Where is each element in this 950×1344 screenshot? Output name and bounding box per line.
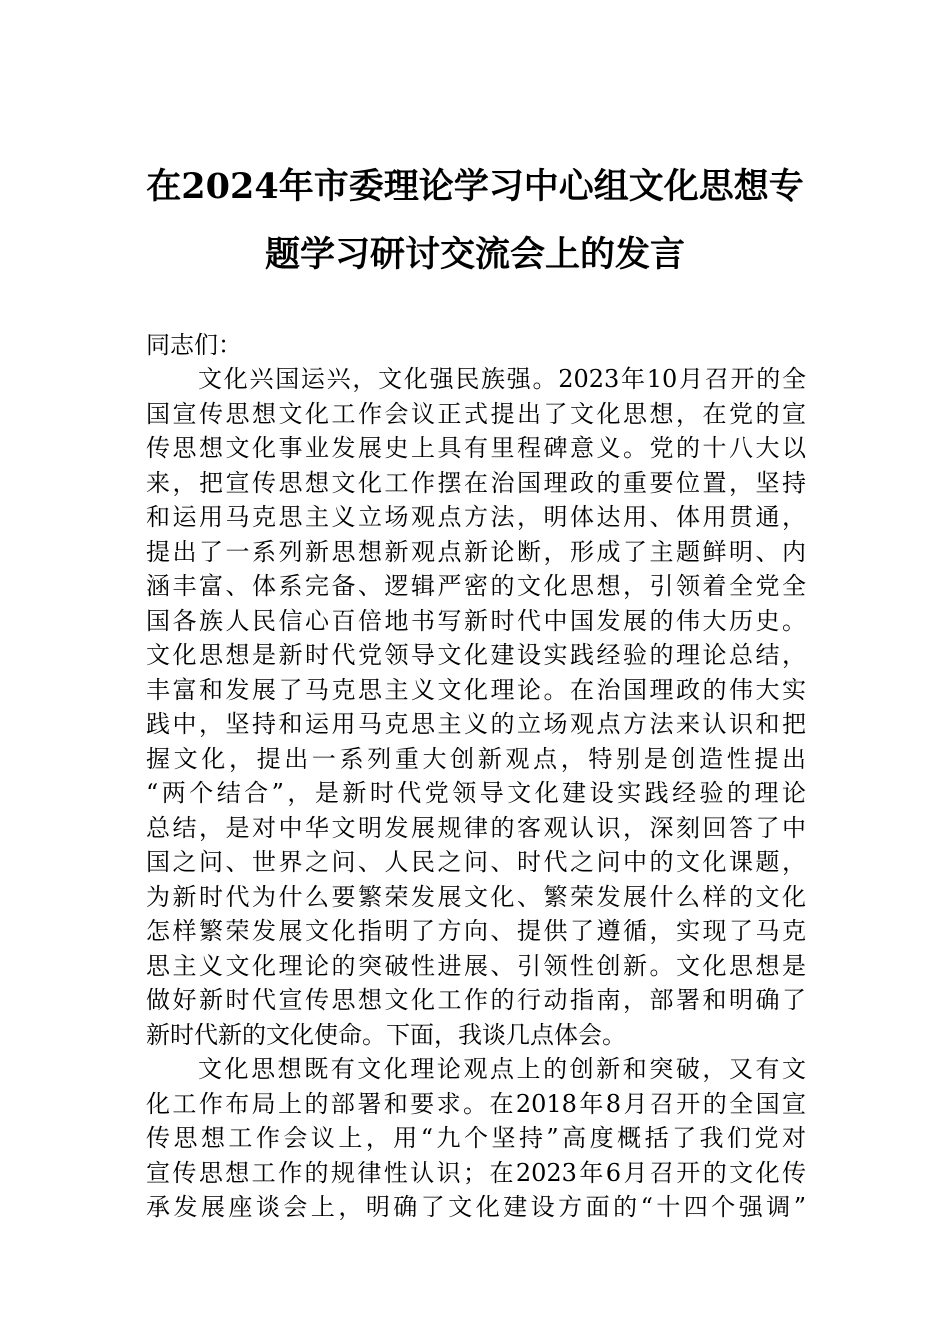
paragraph-2-line: 承发展座谈会上，明确了文化建设方面的“十四个强调” [146, 1193, 806, 1221]
salutation: 同志们： [146, 331, 242, 359]
document-title-line-1: 在2024年市委理论学习中心组文化思想专 [146, 166, 804, 207]
paragraph-1-line: 思主义文化理论的突破性进展、引领性创新。文化思想是 [146, 951, 806, 980]
paragraph-1-line: 怎样繁荣发展文化指明了方向、提供了遵循，实现了马克 [146, 917, 806, 945]
paragraph-1-line: 和运用马克思主义立场观点方法，明体达用、体用贯通， [146, 503, 806, 531]
paragraph-1-line: 国之问、世界之问、人民之问、时代之问中的文化课题， [146, 848, 806, 876]
paragraph-1-line: 来，把宣传思想文化工作摆在治国理政的重要位置，坚持 [146, 468, 806, 497]
paragraph-1-line: 做好新时代宣传思想文化工作的行动指南，部署和明确了 [146, 986, 806, 1014]
paragraph-2-line: 化工作布局上的部署和要求。在2018年8月召开的全国宣 [146, 1089, 806, 1118]
paragraph-1-line: 为新时代为什么要繁荣发展文化、繁荣发展什么样的文化 [146, 882, 806, 911]
paragraph-1-line: 涵丰富、体系完备、逻辑严密的文化思想，引领着全党全 [146, 572, 806, 600]
paragraph-1-line: 新时代新的文化使命。下面，我谈几点体会。 [146, 1020, 626, 1049]
paragraph-1-line: “两个结合”，是新时代党领导文化建设实践经验的理论 [146, 779, 806, 807]
document-body [146, 362, 806, 1225]
paragraph-1-line: 文化兴国运兴，文化强民族强。2023年10月召开的全 [198, 365, 806, 393]
paragraph-1-line: 国各族人民信心百倍地书写新时代中国发展的伟大历史。 [146, 606, 806, 635]
paragraph-1-line: 提出了一系列新思想新观点新论断，形成了主题鲜明、内 [146, 537, 806, 566]
paragraph-2-line: 文化思想既有文化理论观点上的创新和突破，又有文 [198, 1055, 806, 1083]
document-title-line-2: 题学习研讨交流会上的发言 [264, 234, 685, 275]
paragraph-1-line: 握文化，提出一系列重大创新观点，特别是创造性提出 [146, 744, 806, 773]
paragraph-2-line: 宣传思想工作的规律性认识；在2023年6月召开的文化传 [146, 1158, 806, 1187]
paragraph-1-line: 国宣传思想文化工作会议正式提出了文化思想，在党的宣 [146, 399, 806, 428]
paragraph-1-line: 传思想文化事业发展史上具有里程碑意义。党的十八大以 [146, 434, 806, 462]
paragraph-1-line: 丰富和发展了马克思主义文化理论。在治国理政的伟大实 [146, 675, 806, 704]
paragraph-1-line: 总结，是对中华文明发展规律的客观认识，深刻回答了中 [146, 813, 806, 842]
paragraph-1-line: 践中，坚持和运用马克思主义的立场观点方法来认识和把 [146, 710, 806, 738]
paragraph-2-line: 传思想工作会议上，用“九个坚持”高度概括了我们党对 [146, 1124, 806, 1152]
paragraph-1-line: 文化思想是新时代党领导文化建设实践经验的理论总结， [146, 641, 806, 669]
